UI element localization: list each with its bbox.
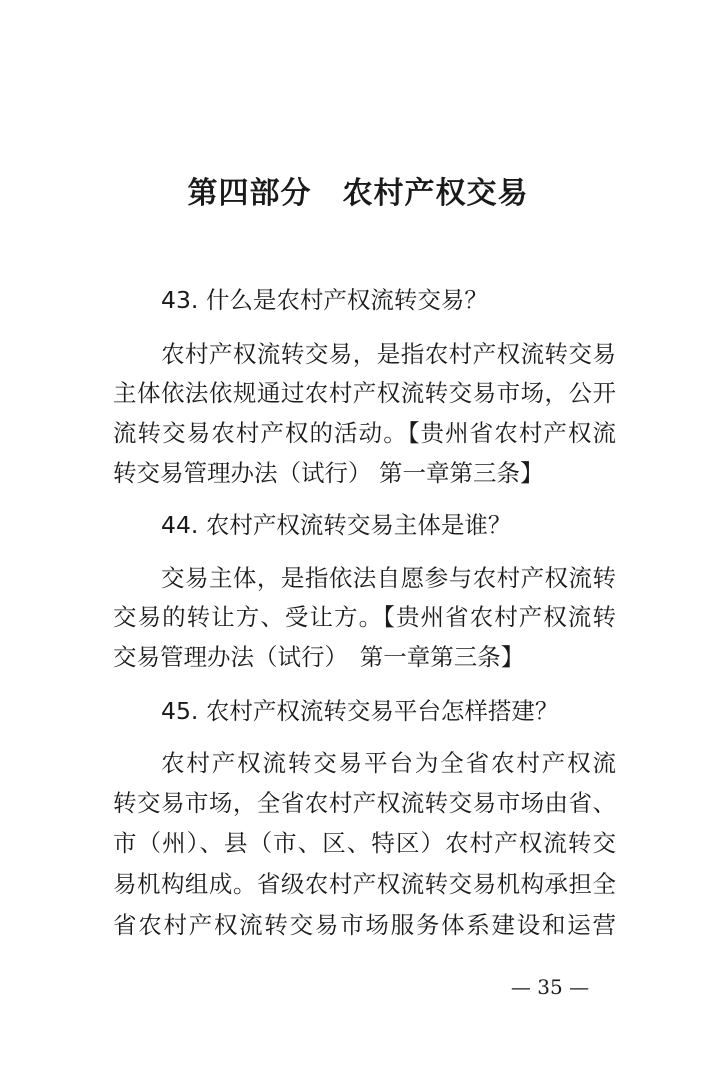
answer-44-line-3: 交易管理办法（试行） 第一章第三条】 <box>113 643 525 671</box>
answer-43-line-4: 转交易管理办法（试行） 第一章第三条】 <box>113 459 544 487</box>
answer-44-emphasis: 交易的转让方、受让方 <box>113 603 359 631</box>
answer-44-emphasis: 依法自愿参与农村产权流转 <box>328 564 617 592</box>
answer-45-line-5: 省农村产权流转交易市场服务体系建设和运营 <box>113 911 616 939</box>
page-number: — 35 — <box>510 975 590 999</box>
answer-43-emphasis: 公开 <box>568 379 617 407</box>
answer-45-text: ，全省农村产权流转交易市场由省、 <box>232 789 616 817</box>
section-title: 第四部分 农村产权交易 <box>187 176 529 211</box>
answer-43-text: 主体依法依规通过农村产权流转交易市场， <box>113 379 569 407</box>
answer-43-line-1: 农村产权流转交易，是指农村产权流转交易 <box>161 340 616 368</box>
answer-44-line-1 <box>161 558 616 598</box>
answer-45-emphasis: 全省农村产权流 <box>440 749 617 777</box>
question-44: 44. 农村产权流转交易主体是谁？ <box>161 511 512 539</box>
answer-43-text: 。【贵州省农村产权流 <box>383 419 616 447</box>
answer-45-line-1 <box>161 743 616 783</box>
answer-45-line-3: 市（州）、县（市、区、特区）农村产权流转交 <box>113 829 616 857</box>
answer-45-line-2 <box>113 783 616 823</box>
question-45: 45. 农村产权流转交易平台怎样搭建？ <box>161 697 559 725</box>
answer-45-text: 农村产权流转交易平台为 <box>161 749 441 777</box>
answer-45-emphasis: 转交易市场 <box>113 789 233 817</box>
answer-44-text: 交易主体，是指 <box>161 564 329 592</box>
answer-44-text: 。【贵州省农村产权流转 <box>358 603 616 631</box>
question-43: 43. 什么是农村产权流转交易？ <box>161 286 488 314</box>
answer-43-emphasis: 流转交易农村产权的活动 <box>113 419 384 447</box>
answer-43-line-2 <box>113 373 616 413</box>
answer-43-line-3 <box>113 413 616 453</box>
answer-45-line-4: 易机构组成。省级农村产权流转交易机构承担全 <box>113 870 616 898</box>
answer-44-line-2 <box>113 597 616 637</box>
